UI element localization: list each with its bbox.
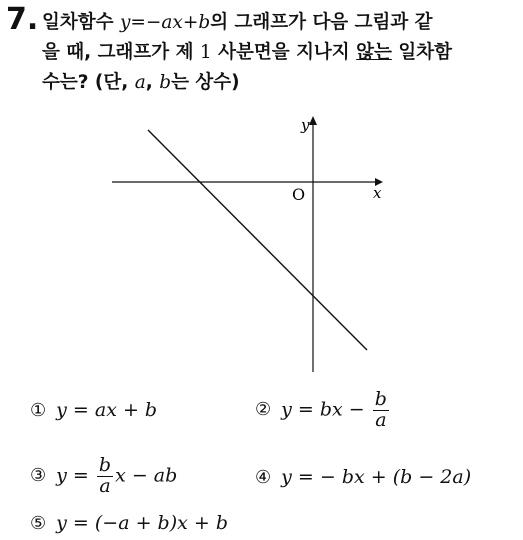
choice-equation: y = ax + b: [56, 399, 158, 421]
stem-text: 의 그래프가 다음 그림과 같: [210, 12, 433, 33]
choice-equation: y = (−a + b)x + b: [56, 512, 228, 534]
stem-text: 일차함: [398, 42, 452, 63]
choice-equation: y = − bx + (b − 2a): [281, 466, 472, 488]
fraction-denominator: a: [99, 474, 111, 497]
choice-equation: y = bx −: [281, 398, 365, 421]
stem-text: 는 상수): [171, 72, 240, 93]
fraction: [373, 390, 389, 431]
question-number: 7.: [6, 2, 39, 37]
choice-marker: ④: [255, 467, 272, 488]
choice-marker: ②: [255, 399, 272, 421]
choice-5[interactable]: [30, 512, 228, 534]
stem-comma: ,: [145, 72, 153, 93]
stem-text: 수는? (단,: [42, 72, 129, 93]
choice-marker: ③: [30, 465, 47, 487]
quadrant-number: 1: [199, 42, 212, 63]
stem-text: 을 때, 그래프가 제: [42, 42, 194, 63]
function-line: [148, 130, 367, 350]
choice-2[interactable]: [255, 390, 391, 431]
constant-b: b: [159, 72, 172, 93]
fraction-denominator: a: [375, 408, 387, 431]
choice-marker: ①: [30, 400, 47, 421]
choice-equation: y =: [56, 464, 89, 487]
choice-equation-tail: x − ab: [115, 464, 178, 487]
stem-text: 사분면을 지나지: [218, 42, 350, 63]
choice-4[interactable]: [255, 466, 471, 488]
x-axis-label: x: [373, 184, 382, 202]
underlined-word: 않는: [356, 42, 392, 63]
choice-3[interactable]: [30, 456, 177, 497]
stem-text: 일차함수: [42, 12, 114, 33]
stem-equation: y=−ax+b: [119, 12, 211, 33]
y-axis-label: y: [301, 116, 310, 134]
y-axis-arrow-icon: [309, 116, 317, 125]
fraction: [97, 456, 113, 497]
constant-a: a: [134, 72, 146, 93]
origin-label: O: [292, 185, 306, 204]
choice-1[interactable]: [30, 399, 157, 421]
fraction-numerator: b: [98, 454, 112, 476]
fraction-numerator: b: [374, 388, 387, 410]
choice-marker: ⑤: [30, 513, 47, 534]
